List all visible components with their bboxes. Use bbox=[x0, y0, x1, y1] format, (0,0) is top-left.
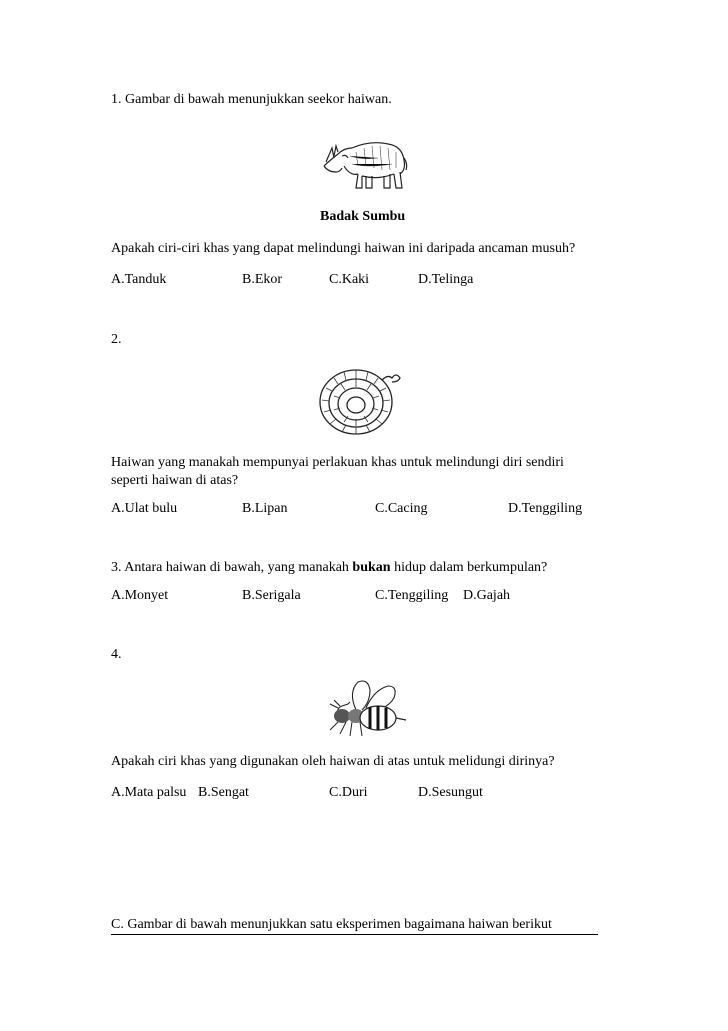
rhinoceros-drawing-icon bbox=[322, 136, 408, 194]
q2-question-line2: seperti haiwan di atas? bbox=[111, 473, 239, 488]
bee-drawing-icon bbox=[318, 676, 414, 740]
curled-millipede-drawing-icon bbox=[316, 364, 404, 438]
q1-prompt: 1. Gambar di bawah menunjukkan seekor haiwan. bbox=[111, 92, 392, 107]
q4-option-c[interactable]: C.Duri bbox=[329, 785, 368, 800]
q3-question-before: 3. Antara haiwan di bawah, yang manakah bbox=[111, 560, 353, 575]
q4-number: 4. bbox=[111, 647, 122, 662]
q2-question-line1: Haiwan yang manakah mempunyai perlakuan khas untuk melindungi diri sendiri bbox=[111, 455, 564, 470]
q1-option-c[interactable]: C.Kaki bbox=[329, 272, 370, 287]
q4-option-b[interactable]: B.Sengat bbox=[198, 785, 249, 800]
q3-option-a[interactable]: A.Monyet bbox=[111, 588, 169, 603]
q4-question: Apakah ciri khas yang digunakan oleh haiwan di atas untuk melidungi dirinya? bbox=[111, 754, 555, 769]
q3-option-d[interactable]: D.Gajah bbox=[463, 588, 511, 603]
q1-option-a[interactable]: A.Tanduk bbox=[111, 272, 167, 287]
q2-option-d[interactable]: D.Tenggiling bbox=[508, 501, 583, 516]
q4-option-a[interactable]: A.Mata palsu bbox=[111, 785, 187, 800]
q3-question bbox=[111, 559, 547, 577]
q1-option-b[interactable]: B.Ekor bbox=[242, 272, 283, 287]
q3-question-bold: bukan bbox=[352, 560, 391, 575]
q3-question-after: hidup dalam berkumpulan? bbox=[390, 560, 548, 575]
section-c-heading: C. Gambar di bawah menunjukkan satu eksperimen bagaimana haiwan berikut bbox=[111, 916, 598, 935]
q1-question: Apakah ciri-ciri khas yang dapat melindungi haiwan ini daripada ancaman musuh? bbox=[111, 241, 576, 256]
q2-option-c[interactable]: C.Cacing bbox=[375, 501, 428, 516]
q2-number: 2. bbox=[111, 332, 122, 347]
q3-option-b[interactable]: B.Serigala bbox=[242, 588, 301, 603]
q2-option-b[interactable]: B.Lipan bbox=[242, 501, 288, 516]
q2-option-a[interactable]: A.Ulat bulu bbox=[111, 501, 178, 516]
q4-option-d[interactable]: D.Sesungut bbox=[418, 785, 483, 800]
q1-option-d[interactable]: D.Telinga bbox=[418, 272, 474, 287]
q1-caption: Badak Sumbu bbox=[320, 209, 406, 224]
q3-option-c[interactable]: C.Tenggiling bbox=[375, 588, 449, 603]
